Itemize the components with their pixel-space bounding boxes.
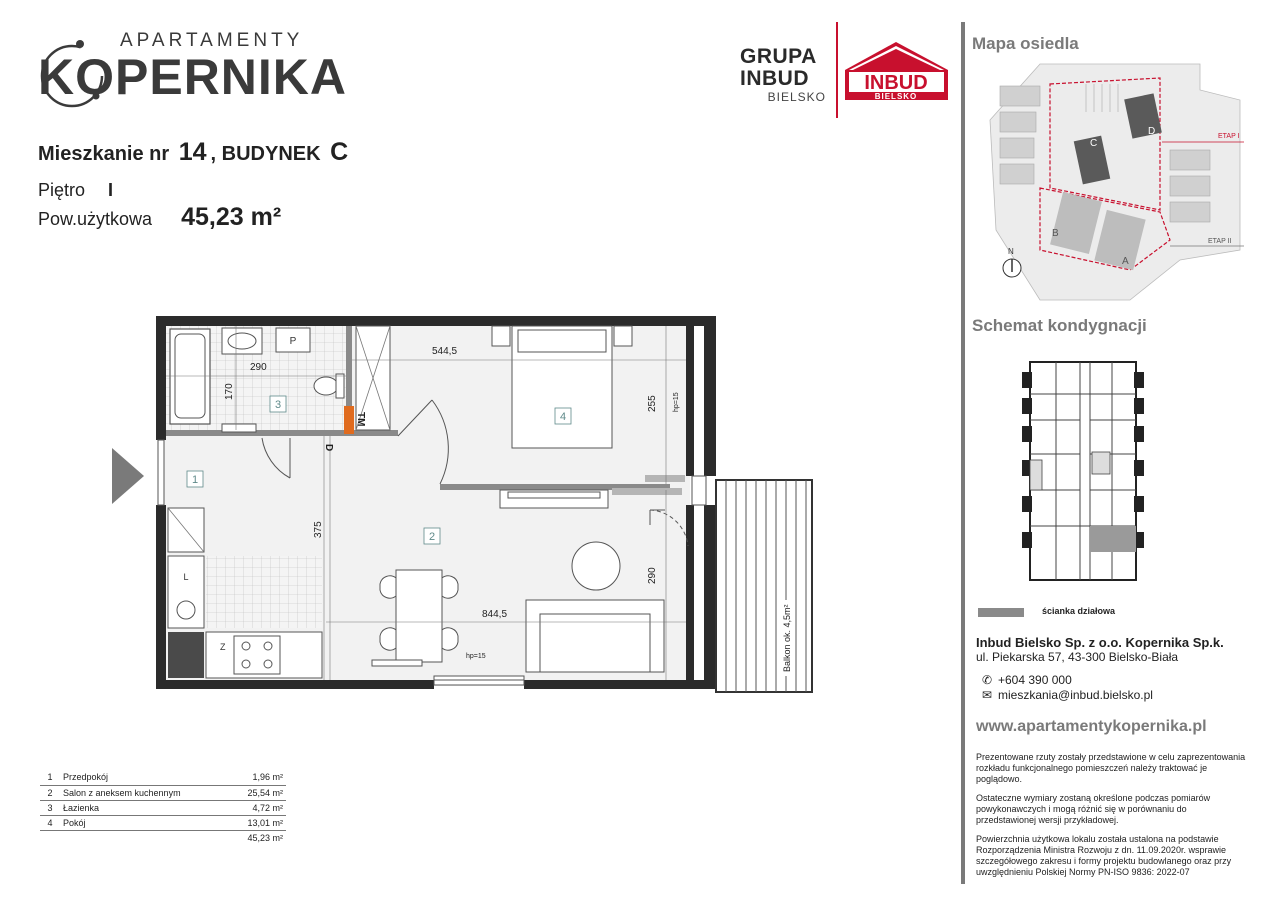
email-contact[interactable] [980, 688, 1153, 702]
envelope-icon: ✉ [981, 688, 993, 702]
building-label: , BUDYNEK [210, 143, 321, 165]
room-row [40, 800, 286, 815]
area-value: 45,23 m² [181, 203, 282, 231]
dim-bath-height: 170 [224, 383, 235, 400]
site-map [978, 58, 1248, 308]
room-row [40, 785, 286, 800]
floor-label: Piętro [38, 180, 86, 200]
apartment-title [38, 138, 352, 167]
hp-top: hp=15 [673, 392, 680, 412]
wall-legend-swatch [978, 608, 1024, 617]
room-area: 13,01 m² [229, 815, 286, 830]
room-marker-1: 1 [191, 474, 199, 486]
balcony-label: Balkon ok. 4,5m² [782, 604, 792, 672]
floor-plan [110, 310, 830, 710]
room-num: 2 [40, 785, 60, 800]
disclaimer-1: Prezentowane rzuty zostały przedstawione w celu zaprezentowania rozkładu funkcjonalnego pomieszczeń należy traktować je poglądowo. [976, 752, 1246, 784]
apartment-label: Mieszkanie nr [38, 143, 170, 165]
room-name: Salon z aneksem kuchennym [60, 785, 229, 800]
inbud-logo-bottom: BIELSKO [874, 92, 918, 101]
map-north: N [1008, 247, 1014, 256]
grupa-inbud-logo [740, 46, 830, 106]
dim-room-height: 255 [647, 395, 658, 412]
plan-label-l: L [183, 572, 189, 582]
wall-legend-label: ścianka działowa [1042, 606, 1116, 616]
website-link[interactable]: www.apartamentykopernika.pl [976, 718, 1207, 735]
map-etap2: ETAP II [1208, 238, 1232, 245]
room-marker-4: 4 [559, 411, 567, 423]
phone-number: +604 390 000 [998, 673, 1072, 687]
area-label: Pow.użytkowa [38, 209, 153, 229]
dim-room-width: 544,5 [432, 346, 458, 357]
disclaimer-3: Powierzchnia użytkowa lokalu została ustalona na podstawie Rozporządzenia Ministra Rozwoju z dn. 11.09.2020r. wsprawie szczegółowego zakresu i formy projektu budowlanego oraz przy uwzględnieniu Polskiej Normy PN-ISO 9836: 2022-07 [976, 834, 1232, 877]
logo-divider [836, 22, 838, 118]
map-building-b: B [1052, 228, 1059, 239]
room-marker-3: 3 [274, 399, 282, 411]
dim-living-width: 844,5 [482, 609, 508, 620]
room-total: 45,23 m² [247, 833, 283, 843]
dim-living-height: 375 [313, 521, 324, 538]
room-num: 4 [40, 815, 60, 830]
plan-label-z: Z [220, 642, 226, 652]
room-name: Pokój [60, 815, 229, 830]
area-info [38, 203, 281, 232]
map-building-a: A [1122, 256, 1129, 267]
floor-value: I [108, 180, 114, 200]
map-etap1: ETAP I [1218, 133, 1240, 140]
hp-bottom: hp=15 [466, 653, 486, 660]
room-row [40, 770, 286, 785]
inbud-bielsko-logo [843, 40, 950, 102]
floor-schema [1010, 358, 1155, 583]
room-row [40, 815, 286, 830]
dim-balcony-side: 290 [647, 567, 658, 584]
apartment-number: 14 [178, 138, 207, 166]
plan-label-tm: TM [355, 412, 366, 427]
phone-icon: ✆ [981, 673, 993, 687]
grupa-line2: INBUD [740, 67, 809, 90]
plan-label-p: P [289, 336, 297, 347]
panel-divider [961, 22, 965, 884]
dim-bath-width: 290 [250, 362, 267, 373]
logo-big-text: KOPERNIKA [38, 49, 348, 105]
room-area: 1,96 m² [229, 770, 286, 785]
plan-label-d: D [323, 444, 334, 452]
kopernika-logo [36, 30, 346, 110]
floor-info [38, 180, 113, 201]
room-name: Przedpokój [60, 770, 229, 785]
room-area: 4,72 m² [229, 800, 286, 815]
disclaimer-2: Ostateczne wymiary zostaną określone podczas pomiarów powykonawczych i mogą różnić się w porównaniu do przedstawionej wersji przykładowej. [976, 793, 1211, 825]
schema-heading: Schemat kondygnacji [972, 316, 1147, 335]
room-name: Łazienka [60, 800, 229, 815]
room-area: 25,54 m² [229, 785, 286, 800]
company-address: ul. Piekarska 57, 43-300 Bielsko-Biała [976, 650, 1179, 664]
email-address: mieszkania@inbud.bielsko.pl [998, 688, 1153, 702]
wall-legend [978, 606, 1178, 620]
logo-small-text: APARTAMENTY [120, 30, 304, 51]
grupa-sub: BIELSKO [767, 90, 826, 104]
map-building-c: C [1090, 138, 1098, 149]
building-value: C [330, 138, 349, 166]
map-heading: Mapa osiedla [972, 34, 1079, 53]
map-building-d: D [1148, 126, 1156, 137]
phone-contact[interactable] [980, 673, 1072, 687]
room-marker-2: 2 [428, 531, 436, 543]
inbud-logo-top: INBUD [864, 72, 928, 94]
room-num: 1 [40, 770, 60, 785]
grupa-line1: GRUPA [740, 45, 817, 68]
company-name: Inbud Bielsko Sp. z o.o. Kopernika Sp.k. [976, 635, 1224, 650]
room-num: 3 [40, 800, 60, 815]
room-table [40, 770, 286, 831]
